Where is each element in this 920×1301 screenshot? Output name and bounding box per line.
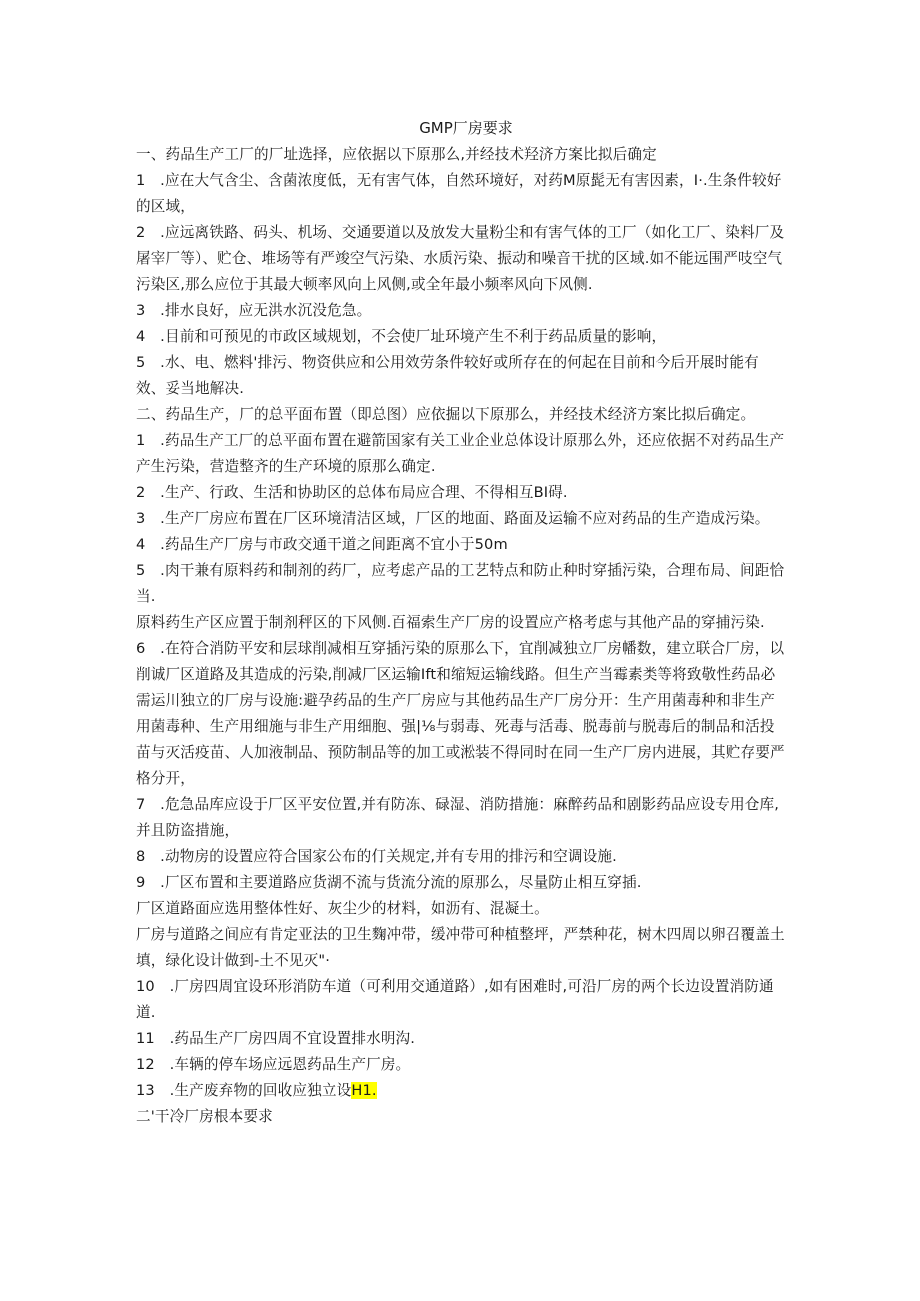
paragraph-1-4: 4 .目前和可预见的市政区域规划，不会使厂址环境产生不利于药品质量的影响， (136, 328, 667, 345)
paragraph-2-9-note-1: 厂区道路面应选用整体性好、灰尘少的材料，如沥有、混凝土。 (136, 900, 549, 917)
document-body (136, 114, 786, 1130)
document-title: GMP厂房要求 (419, 119, 513, 137)
paragraph-2-2: 2 .生产、行政、生活和协助区的总体布局应合理、不得相互BI碍. (136, 484, 568, 501)
paragraph-1-2: 2 .应远离铁路、码头、机场、交通要道以及放发大量粉尘和有害气体的工厂（如化工厂、染料厂及屠宰厂等）、贮仓、堆场等有严竣空气污染、水质污染、振动和噪音干扰的区域.如不能远围严吱空气污染区,那么应位于其最大顿率风向上风侧,或全年最小频率风向下风侧. (136, 224, 785, 293)
paragraph-1-5: 5 .水、电、燃料'排污、物资供应和公用效劳条件较好或所存在的何起在目前和今后开展时能有效、妥当地解决. (136, 354, 759, 397)
highlighted-text: H1. (351, 1082, 377, 1099)
paragraph-1-3: 3 .排水良好，应无洪水沉没危急。 (136, 302, 372, 319)
paragraph-2-13-text: 13 .生产废弃物的回收应独立设 (136, 1082, 352, 1099)
section-2-heading: 二、药品生产，厂的总平面布置（即总图）应依掘以下原那么，并经技术经济方案比拟后确定。 (136, 406, 756, 423)
paragraph-2-10: 10 .厂房四周宜设环形消防车道（可利用交通道路）,如有困难时,可沿厂房的两个长边设置消防通道. (136, 978, 774, 1021)
paragraph-2-7: 7 .危急品库应设于厂区平安位置,并有防冻、碌湿、消防措施：麻醉药品和剧影药品应设专用仓库,并且防盗措施， (136, 796, 780, 839)
section-3-heading: 二'干冷厂房根本要求 (136, 1108, 273, 1125)
paragraph-2-5: 5 .肉干兼有原料药和制剂的药厂，应考虑产品的工艺特点和防止种时穿插污染，合理布局、间距恰当. (136, 562, 785, 605)
paragraph-2-9-note-2: 厂房与道路之间应有肯定亚法的卫生麴冲带，缓冲带可种植整坪，严禁种花，树木四周以卵召覆盖土填，绿化设计做到-土不见灭"· (136, 926, 785, 969)
section-1-heading: 一、药品生产工厂的厂址选择，应依据以下原那么,并经技术羟济方案比拟后确定 (136, 146, 657, 163)
paragraph-2-4: 4 .药品生产厂房与市政交通干道之间距离不宜小于50m (136, 536, 508, 553)
paragraph-2-6: 6 .在符合消防平安和层球削减相互穿插污染的原那么下，宜削减独立厂房幡数，建立联合厂房，以削诚厂区道路及其造成的污染,削减厂区运输Ift和缩短运输线路。但生产当霉素类等将致敬性药品必需运川独立的厂房与设施:避孕药品的生产厂房应与其他药品生产厂房分开：生产用菌毒种和非生产用菌毒种、生产用细施与非生产用细胞、强|⅛与弱毒、死毒与活毒、脱毒前与脱毒后的制品和活投苗与灭活疫苗、人加液制品、预防制品等的加工或淞装不得同时在同一生产厂房内进展，其贮存要严格分开， (136, 640, 785, 787)
paragraph-2-13 (136, 1078, 786, 1104)
paragraph-2-12: 12 .车辆的停车场应远恩药品生产厂房。 (136, 1056, 411, 1073)
paragraph-1-1: 1 .应在大气含尘、含菌浓度低，无有害气体，自然环境好，对药M原髭无有害因素，I·.生条件较好的区域， (136, 172, 782, 215)
paragraph-2-1: 1 .药品生产工厂的总平面布置在避箭国家有关工业企业总体设计原那么外，还应依据不对药品生产产生污染，营造整齐的生产环境的原那么确定. (136, 432, 785, 475)
paragraph-2-5-note: 原料药生产区应置于制剂秤区的下风侧.百福索生产厂房的设置应产格考虑与其他产品的穿捕污染. (136, 614, 765, 631)
paragraph-2-9: 9 .厂区布置和主要道路应货湖不流与货流分流的原那么，尽量防止相互穿插. (136, 874, 642, 891)
paragraph-2-11: 11 .药品生产厂房四周不宜设置排水明沟. (136, 1030, 416, 1047)
paragraph-2-3: 3 .生产厂房应布置在厂区环境清洁区域，厂区的地面、路面及运输不应对药品的生产造成污染。 (136, 510, 770, 527)
paragraph-2-8: 8 .动物房的设置应符合国家公布的仃关规定,并有专用的排污和空调设施. (136, 848, 617, 865)
